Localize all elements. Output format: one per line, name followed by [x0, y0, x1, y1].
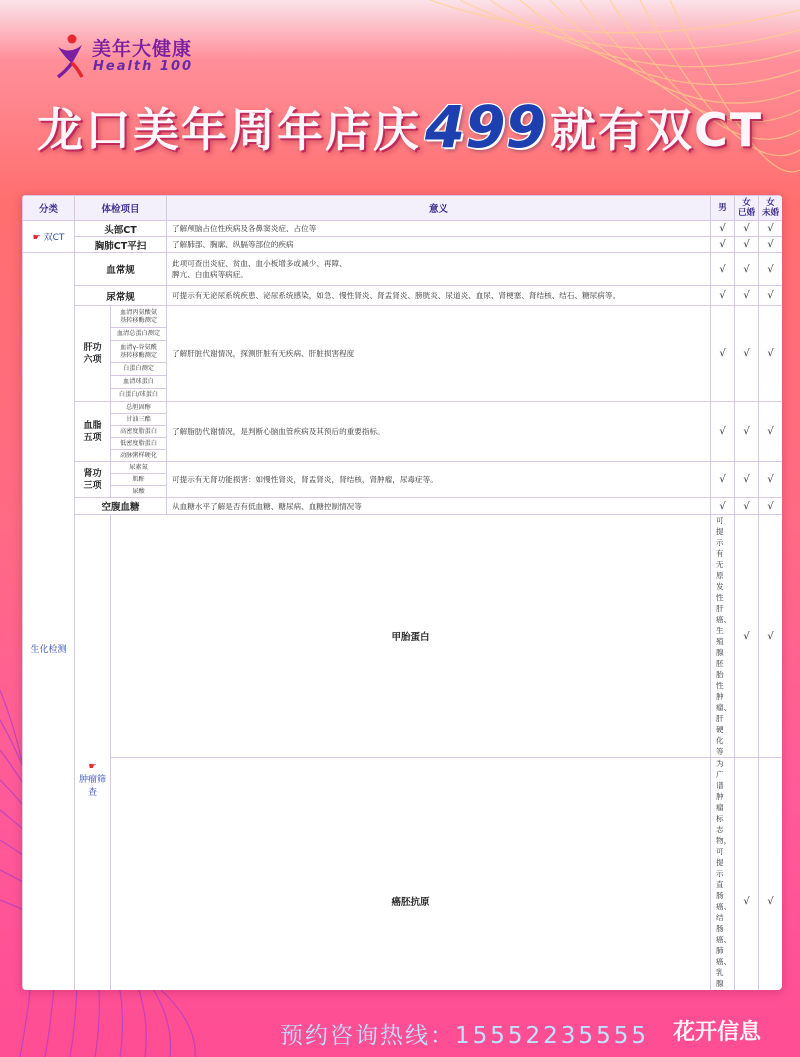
category-biochem: 生化检测: [23, 253, 75, 991]
check-female-unmarried: √: [759, 237, 782, 253]
item-name: 甲胎蛋白: [111, 515, 711, 758]
check-female-married: √: [735, 237, 759, 253]
check-female-unmarried: √: [759, 253, 782, 286]
item-meaning: 可提示有无原发性肝癌、生殖腺胚胎性肿瘤、肝硬化等: [711, 515, 735, 758]
sub-item: 高密度脂蛋白: [111, 426, 167, 438]
watermark-text: 花开信息: [673, 1020, 762, 1045]
check-female-married: √: [735, 286, 759, 306]
item-meaning: 可提示有无肾功能损害：如慢性肾炎，肾盂肾炎，肾结核，肾肿瘤，尿毒症等。: [167, 462, 711, 498]
check-male: √: [711, 237, 735, 253]
check-male: √: [735, 515, 759, 758]
sub-item: 甘油三酯: [111, 414, 167, 426]
group-lipid: 血脂 五项: [75, 402, 111, 462]
headline: [0, 93, 800, 163]
check-female-married: √: [735, 306, 759, 402]
check-female-married: √: [735, 402, 759, 462]
sub-item: 血清总蛋白测定: [111, 328, 167, 341]
headline-part1: 龙口美年周年店庆: [36, 103, 421, 157]
check-male: √: [711, 253, 735, 286]
table-row: [23, 286, 783, 306]
header-female-married: [735, 196, 759, 221]
logo-figure-icon: [52, 33, 90, 79]
item-meaning: 了解脂肪代谢情况，是判断心脑血管疾病及其预后的重要指标。: [167, 402, 711, 462]
item-name: 胸肺CT平扫: [75, 237, 167, 253]
check-female-married: √: [759, 758, 782, 991]
table-row: [23, 221, 783, 237]
check-male: √: [711, 286, 735, 306]
brand-logo: [52, 33, 252, 83]
table-header-row: [23, 196, 783, 221]
category-tumor-label: 肿瘤筛查: [78, 774, 106, 798]
table-row: [23, 237, 783, 253]
check-female-married: √: [735, 253, 759, 286]
item-name: 尿常规: [75, 286, 167, 306]
check-male: √: [711, 462, 735, 498]
item-meaning: 了解肝脏代谢情况，探测肝脏有无疾病、肝脏损害程度: [167, 306, 711, 402]
brand-name-en: Health 100: [93, 59, 194, 74]
check-male: √: [711, 402, 735, 462]
category-tumor: [75, 515, 111, 991]
sub-item: 血清γ-谷氨酰 基转移酶测定: [111, 341, 167, 363]
check-female-unmarried: √: [759, 286, 782, 306]
header-category: 分类: [23, 196, 75, 221]
item-name: 血常规: [75, 253, 167, 286]
group-liver: 肝功 六项: [75, 306, 111, 402]
hotline-label: 预约咨询热线：: [280, 1023, 455, 1049]
check-female-married: √: [735, 462, 759, 498]
header-female-unmarried-label: 女 未婚: [762, 198, 780, 218]
category-ct-label: 双CT: [43, 233, 65, 243]
header-male: 男: [711, 196, 735, 221]
check-female-married: √: [759, 515, 782, 758]
checkup-table-panel: [22, 195, 782, 990]
headline-part2: 就有双CT: [549, 103, 764, 157]
item-meaning: 了解颅脑占位性疾病及各鼻窦炎症、占位等: [167, 221, 711, 237]
sub-item: 低密度脂蛋白: [111, 438, 167, 450]
table-row: [23, 515, 783, 758]
category-ct: [23, 221, 75, 253]
checkup-table: [22, 195, 782, 990]
item-meaning: 从血糖水平了解是否有低血糖、糖尿病、血糖控制情况等: [167, 498, 711, 515]
check-male: √: [711, 306, 735, 402]
check-female-unmarried: √: [759, 462, 782, 498]
booking-hotline: [280, 1017, 649, 1050]
check-female-married: √: [735, 498, 759, 515]
brand-name-cn: 美年大健康: [92, 38, 193, 60]
sub-item: 血清丙氨酸氨 基转移酶测定: [111, 306, 167, 328]
sub-item: 总胆固醇: [111, 402, 167, 414]
header-meaning: 意义: [167, 196, 711, 221]
group-kidney: 肾功 三项: [75, 462, 111, 498]
table-row: [23, 402, 783, 414]
check-female-unmarried: √: [759, 306, 782, 402]
sub-item: 尿素氮: [111, 462, 167, 474]
header-female-married-label: 女 已婚: [738, 198, 756, 218]
headline-number: 499: [424, 93, 546, 161]
item-meaning: 可提示有无泌尿系统疾患、泌尿系统感染，如急、慢性肾炎、肾盂肾炎、膀胱炎、尿道炎、血尿、肾梗塞、肾结核、结石、糖尿病等。: [167, 286, 711, 306]
item-name: 头部CT: [75, 221, 167, 237]
item-name: 空腹血糖: [75, 498, 167, 515]
sub-item: 动脉粥样硬化: [111, 450, 167, 462]
hand-icon: ☛: [32, 233, 41, 243]
item-meaning: 了解肺部、胸廓、纵膈等部位的疾病: [167, 237, 711, 253]
check-female-unmarried: √: [759, 221, 782, 237]
sub-item: 尿酸: [111, 486, 167, 498]
check-female-unmarried: √: [759, 402, 782, 462]
table-row: [23, 253, 783, 286]
check-male: √: [711, 498, 735, 515]
check-female-unmarried: √: [759, 498, 782, 515]
hand-icon: ☛: [88, 761, 97, 772]
check-male: √: [735, 758, 759, 991]
table-row: [23, 498, 783, 515]
check-female-married: √: [735, 221, 759, 237]
table-row: [23, 758, 783, 991]
header-item: 体检项目: [75, 196, 167, 221]
item-meaning: 此项可查出炎症、贫血、血小板增多或减少、再障、 脾亢、白血病等病症。: [167, 253, 711, 286]
sub-item: 血清球蛋白: [111, 376, 167, 389]
sub-item: 白蛋白/球蛋白: [111, 389, 167, 402]
check-male: √: [711, 221, 735, 237]
table-row: [23, 462, 783, 474]
item-meaning: 为广谱肿瘤标志物，可提示直肠癌、结肠癌、肺癌、乳腺: [711, 758, 735, 991]
hotline-number[interactable]: 15552235555: [455, 1023, 649, 1049]
item-name: 癌胚抗原: [111, 758, 711, 991]
table-row: [23, 306, 783, 328]
sub-item: 肌酐: [111, 474, 167, 486]
sub-item: 白蛋白测定: [111, 363, 167, 376]
header-female-unmarried: [759, 196, 782, 221]
